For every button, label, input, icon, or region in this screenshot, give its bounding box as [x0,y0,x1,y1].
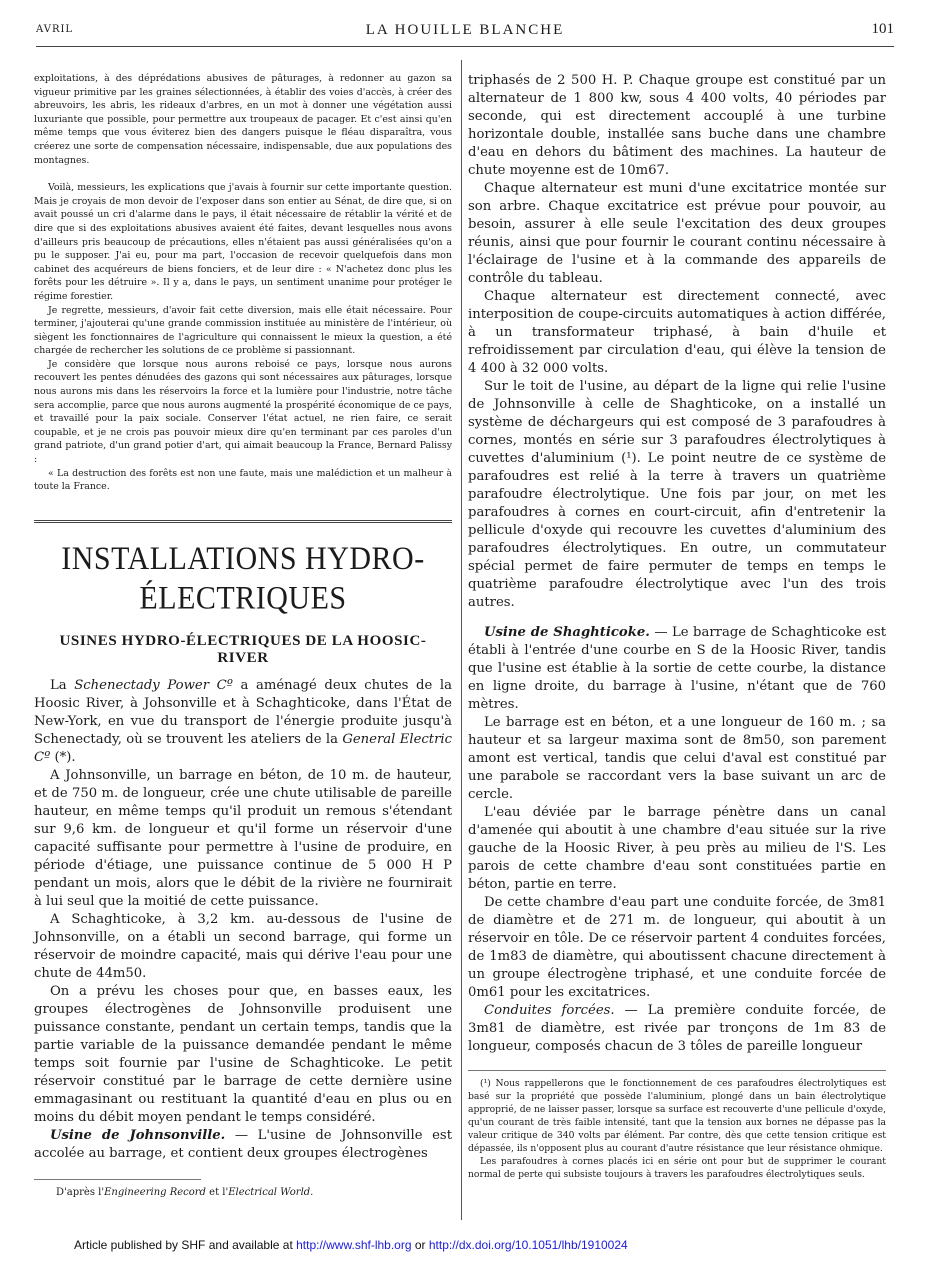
continued-paragraph-3: Je regrette, messieurs, d'avoir fait cette diversion, mais elle était nécessaire. Pour terminer, j'ajouterai qu'une grande commission instituée au ministère de l'intérieur, où siègent les fonctionnaires de l'agriculture qui connaissent le mieux la question, a été chargée de rechercher les solutions de ce problème si passionnant. [34,304,452,357]
paragraph-johnsonville-dam: A Johnsonville, un barrage en béton, de 10 m. de hauteur, et de 750 m. de longueur, crée une chute utilisable de pareille hauteur, en même temps qu'il produit un remous s'étendant sur 9,6 km. de longueur et qu'il forme un réservoir d'une capacité suffisante pour permettre à l'usine de produire, en période d'étiage, une puissance continue de 5 000 H P pendant un mois, alors que le débit de la rivière ne fournirait à lui seul que la moitié de cette puissance. [34,767,452,909]
doi-link[interactable]: http://dx.doi.org/10.1051/lhb/1910024 [428,1238,628,1252]
conduites-heading: Conduites forcées. [484,1003,615,1018]
intro-paragraph: La Schenectady Power Cº a aménagé deux chutes de la Hoosic River, à Johsonville et à Schaghticoke, dans l'État de New-York, en vue du transport de l'énergie produite jusqu'à Schenectady, où se trouvent les ateliers de la General Electric Cº (*). [34,677,452,765]
footnotes [468,1077,886,1181]
footnote-2: Les parafoudres à cornes placés ici en série ont pour but de supprimer le courant normal de perte qui subsiste toujours à travers les parafoudres électrolytiques seuls. [468,1156,886,1180]
paragraph-johnsonville-plant: Usine de Johnsonville. — L'usine de Johnsonville est accolée au barrage, et contient deux groupes électrogènes [34,1127,452,1161]
footnote-rule [468,1070,886,1071]
shaghticoke-heading: Usine de Shaghticoke. [484,625,650,640]
running-header [36,20,894,42]
general-electric-name: General Electric Cº [34,731,452,765]
paragraph-schaghticoke-dam: A Schaghticoke, à 3,2 km. au-dessous de l'usine de Johnsonville, on a établi un second barrage, qui forme un réservoir de moindre capacité, mais qui dérive l'eau pour une chute de 44m50. [34,911,452,981]
section-separator [34,520,452,523]
header-rule [36,46,894,47]
paragraph-conduites: Conduites forcées. — La première conduite forcée, de 3m81 de diamètre, est rivée par tronçons de 1m 83 de longueur, composés chacun de 3 tôles de pareille longueur [468,1003,886,1054]
journal-title: LA HOUILLE BLANCHE [365,22,565,38]
paragraph-generators: triphasés de 2 500 H. P. Chaque groupe est constitué par un alternateur de 1 800 kw, sous 4 400 volts, 40 périodes par seconde, qui est directement accouplé à une turbine horizontale double, installée sans buche dans une chambre d'eau en dehors du bâtiment des machines. La hauteur de chute moyenne est de 10m67. [468,73,886,178]
paragraph-dam: Le barrage est en béton, et a une longueur de 160 m. ; sa hauteur et sa largeur maxima sont de 8m50, son parement amont est vertical, tandis que celui d'aval est constitué par une parabole se raccordant vers la base suivant un arc de cercle. [468,715,886,802]
paragraph-canal: L'eau déviée par le barrage pénètre dans un canal d'amenée qui aboutit à une chambre d'eau située sur la rive gauche de la Hoosic River, à peu près au milieu de l'S. Les parois de cette chambre d'eau sont constituées partie en béton, partie en terre. [468,805,886,892]
left-column [34,72,452,1200]
johnsonville-heading: Usine de Johnsonville. [50,1127,226,1143]
article-body-right [468,72,886,1056]
continued-paragraph-4: Je considère que lorsque nous aurons reboisé ce pays, lorsque nous aurons recouvert les pentes dénudées des gazons qui sont nécessaires aux pâturages, lorsque nous aurons mis dans les réservoirs la force et la lumière pour l'industrie, notre tâche sera accomplie, parce que nous aurons augmenté la prospérité économique de ce pays, et travaillé pour la paix sociale. Conserver l'état actuel, ne rien faire, ce serait coupable, et je ne crois pas pouvoir mieux dire qu'en terminant par ces paroles d'un grand patriote, d'un grand potier d'art, qui aimait beaucoup la France, Bernard Palissy : [34,358,452,466]
article-body-left [34,677,452,1163]
company-name: Schenectady Power Cº [74,677,233,693]
continued-article [34,72,452,494]
shf-link[interactable]: http://www.shf-lhb.org [296,1238,412,1252]
publication-footer: Article published by SHF and available at http://www.shf-lhb.org or http://dx.doi.org/10.1051/lhb/1910024 [74,1238,628,1252]
article-title: INSTALLATIONS HYDRO-ÉLECTRIQUES [61,540,425,617]
paragraph-transformers: Chaque alternateur est directement connecté, avec interposition de coupe-circuits automatiques à action différée, à un transformateur triphasé, à bain d'huile et refroidissement par circulation d'eau, qui élève la tension de 4 400 à 32 000 volts. [468,289,886,376]
paragraph-penstock: De cette chambre d'eau part une conduite forcée, de 3m81 de diamètre et de 271 m. de longueur, qui aboutit à un réservoir en tôle. De ce réservoir partent 4 conduites forcées, de 1m83 de diamètre, qui aboutissent chacune directement à un groupe électrogène triphasé, et une conduite forcée de 0m61 pour les excitatrices. [468,895,886,1000]
continued-paragraph-2: Voilà, messieurs, les explications que j'avais à fournir sur cette importante question. Mais je croyais de mon devoir de l'exposer dans son entier au Sénat, de dire que, si on avait poussé un cri d'alarme dans le pays, il était nécessaire de rétablir la vérité et de dire que si des exploitations abusives avaient été faites, devant lesquelles nous avons d'ailleurs pris beaucoup de précautions, elles n'étaient pas aussi généralisées qu'on a pu le supposer. J'ai eu, pour ma part, l'occasion de recevoir quelquefois dans mon cabinet des acquéreurs de biens fonciers, et de leur dire : « N'achetez donc plus les forêts pour les détruire ». Il y a, dans le pays, un sentiment unanime pour protéger le régime forestier. [34,182,452,302]
source-note: D'après l'Engineering Record et l'Electrical World. [34,1179,201,1200]
paragraph-exciters: Chaque alternateur est muni d'une excitatrice montée sur son arbre. Chaque excitatrice est prévue pour pouvoir, au besoin, assurer à elle seule l'excitation des deux groupes réunis, ainsi que pour fournir le courant continu nécessaire à l'éclairage de l'usine et à la commande des appareils de contrôle du tableau. [468,181,886,286]
paragraph-shaghticoke-plant: Usine de Shaghticoke. — Le barrage de Schaghticoke est établi à l'entrée d'une courbe en S de la Hoosic River, tandis que l'usine est établie à la sortie de cette courbe, la distance en ligne droite, du barrage à l'usine, n'étant que de 760 mètres. [468,625,887,712]
continued-paragraph-1: exploitations, à des déprédations abusives de pâturages, à redonner au gazon sa vigueur primitive par les graines sélectionnées, à établir des voies d'accès, à créer des abreuvoirs, les abris, les rideaux d'arbres, en un mot à donner une végétation aussi luxuriante que possible, pour permettre aux troupeaux de pacager. Et c'est ainsi qu'en même temps que vous éviterez bien des dangers puisque le fléau disparaîtra, vous créerez une sorte de compensation nécessaire, indispensable, due aux populations des montagnes. [34,73,452,166]
paragraph-operation: On a prévu les choses pour que, en basses eaux, les groupes électrogènes de Johnsonville produisent une puissance constante, pendant un certain temps, tandis que la partie variable de la puissance demandée pendant le même temps soit fournie par l'usine de Schaghticoke. Le petit réservoir constitué par le barrage de cette dernière usine emmagasinant ou restituant la quantité d'eau en plus ou en moins du débit moyen pendant le temps considéré. [34,983,452,1125]
footnote-1: (¹) Nous rappellerons que le fonctionnement de ces parafoudres électrolytiques est basé sur la propriété que possède l'aluminium, plongé dans un bain électrolytique approprié, de ne laisser passer, lorsque sa surface est recouverte d'une pellicule d'oxyde, qu'un courant de très faible intensité, tant que la tension aux bornes ne dépasse pas la valeur critique de 340 volts par élément. Par contre, dès que cette tension critique est dépassée, ils n'opposent plus au courant d'autre résistance que leur résistance ohmique. [468,1078,886,1154]
continued-paragraph-5: « La destruction des forêts est non une faute, mais une malédiction et un malheur à toute la France. [34,467,452,493]
right-column [468,72,886,1181]
page-number: 101 [871,21,894,37]
paragraph-lightning-arresters: Sur le toit de l'usine, au départ de la ligne qui relie l'usine de Johnsonville à celle de Shaghticoke, on a installé un système de déchargeurs qui est composé de 3 parafoudres à cornes, montés en série sur 3 parafoudres électrolytiques à cuvettes d'aluminium (¹). Le point neutre de ce système de parafoudres est relié à la terre à travers un quatrième parafoudre électrolytique. Une fois par jour, on met les parafoudres à cornes en court-circuit, afin d'entretenir la pellicule d'oxyde qui recouvre les cuvettes d'aluminium des parafoudres électrolytiques. En outre, un commutateur spécial permet de faire permuter de temps en temps le quatrième parafoudre électrolytique avec l'un des trois autres. [468,379,886,610]
article-subtitle: USINES HYDRO-ÉLECTRIQUES DE LA HOOSIC-RIVER [59,632,427,666]
column-divider [461,60,462,1220]
header-month: AVRIL [36,24,74,35]
